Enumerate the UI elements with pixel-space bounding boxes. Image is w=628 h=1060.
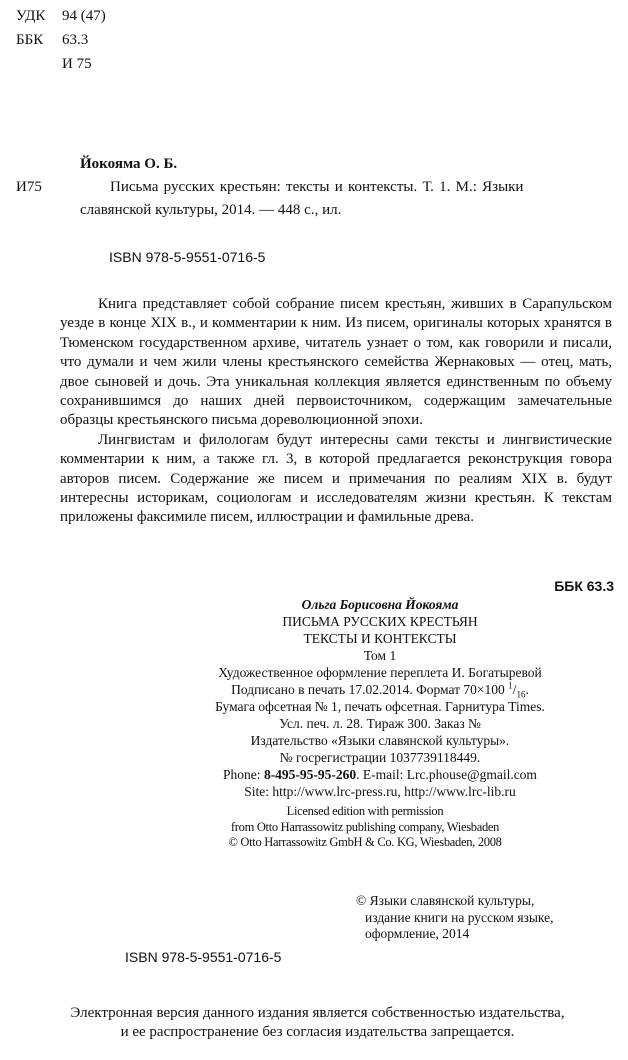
copyright-line: оформление, 2014 xyxy=(365,926,470,941)
imprint-phone: 8-495-95-95-260 xyxy=(263,767,357,782)
imprint-design: Художественное оформление переплета И. Богатыревой xyxy=(218,665,542,680)
copyright-notice xyxy=(20,1004,615,1041)
udk-value: 94 (47) xyxy=(62,8,106,24)
annotation-paragraph: Книга представляет собой собрание писем крестьян, живших в Сарапульском уезде в конце XIX в., и комментарии к ним. Из писем, оригиналы которых хранятся в Тюменском государственном архиве, читатель узнает о том, как говорили и писали, что думали и чем жили члены крестьянского семейства Жернаковых — отец, мать, двое сыновей и дочь. Эта уникальная коллекция является единственным по объему сохранившимся до наших дней первоисточником, содержащим замечательные образцы крестьянского письма дореволюционной эпохи. xyxy=(60,296,612,429)
imprint-publisher: Издательство «Языки славянской культуры». xyxy=(250,733,510,748)
license-line: from Otto Harrassowitz publishing company, Wiesbaden xyxy=(230,819,500,834)
imprint-author: Ольга Борисовна Йокояма xyxy=(301,597,459,612)
annotation-paragraph: Лингвистам и филологам будут интересны сами тексты и лингвистические комментарии к ним, а также гл. 3, в которой предлагается реконструкция говора авторов писем. Содержание же писем и примечания по реалиям XIX в. будут интересны историкам, социологам и исследователям жизни крестьян. К текстам приложены факсимиле писем, иллюстрации и фамильные древа. xyxy=(60,431,612,526)
imprint-registration: № госрегистрации 1037739118449. xyxy=(279,750,481,765)
imprint-contacts: Phone: 8-495-95-95-260. E-mail: Lrc.phouse@gmail.com xyxy=(223,767,537,782)
side-author-mark: И75 xyxy=(16,179,42,195)
notice-line: Электронная версия данного издания является собственностью издательства, xyxy=(70,1005,565,1021)
udk-label: УДК xyxy=(16,8,46,24)
copyright-line: издание книги на русском языке, xyxy=(365,909,554,925)
license-line: Licensed edition with permission xyxy=(286,804,444,818)
bbk-index: ББК 63.3 xyxy=(554,578,614,594)
imprint-volume: Том 1 xyxy=(363,648,397,663)
bbk-label: ББК xyxy=(16,32,44,48)
author-mark: И 75 xyxy=(62,56,92,72)
imprint-signed: Подписано в печать 17.02.2014. Формат 70×100 $^1/_{16}$. xyxy=(231,680,529,700)
bibliographic-description-cont: славянской культуры, 2014. — 448 с., ил. xyxy=(80,202,342,218)
imprint-subtitle: ТЕКСТЫ И КОНТЕКСТЫ xyxy=(303,631,457,646)
imprint-print-sheets: Усл. печ. л. 28. Тираж 300. Заказ № xyxy=(279,716,481,731)
bbk-value: 63.3 xyxy=(62,32,89,48)
notice-line: и ее распространение без согласия издательства запрещается. xyxy=(120,1023,515,1040)
bibliographic-description: Письма русских крестьян: тексты и контексты. Т. 1. М.: Языки xyxy=(110,179,524,195)
imprint-paper: Бумага офсетная № 1, печать офсетная. Гарнитура Times. xyxy=(215,699,545,714)
copyright-block xyxy=(356,893,554,943)
annotation xyxy=(60,295,612,528)
imprint xyxy=(150,596,610,800)
imprint-site: Site: http://www.lrc-press.ru, http://www.lrc-lib.ru xyxy=(244,784,516,799)
author-heading: Йокояма О. Б. xyxy=(80,156,178,172)
license-block xyxy=(200,804,530,851)
isbn-top: ISBN 978-5-9551-0716-5 xyxy=(109,249,266,265)
imprint-title: ПИСЬМА РУССКИХ КРЕСТЬЯН xyxy=(282,614,478,629)
license-line: © Otto Harrassowitz GmbH & Co. KG, Wiesbaden, 2008 xyxy=(228,835,502,849)
isbn-bottom: ISBN 978-5-9551-0716-5 xyxy=(125,949,282,965)
copyright-line: © Языки славянской культуры, xyxy=(356,893,535,908)
